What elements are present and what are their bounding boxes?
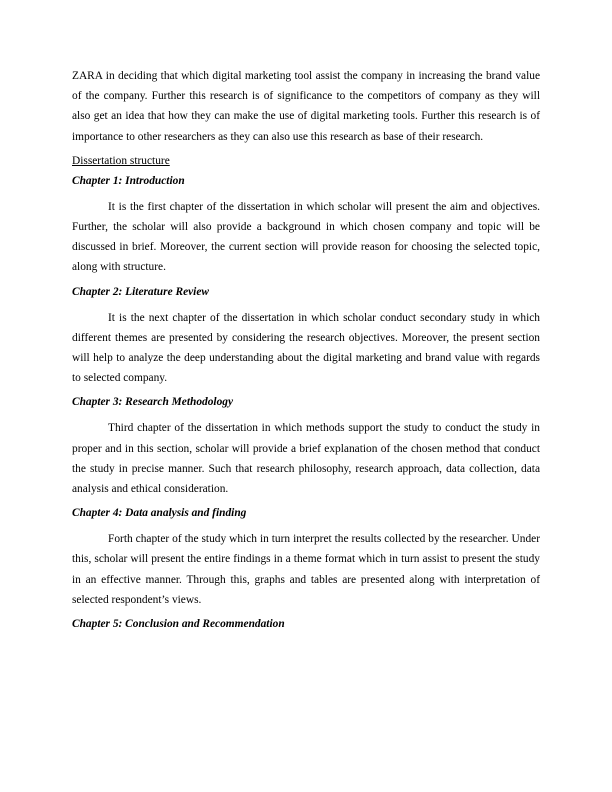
intro-paragraph: ZARA in deciding that which digital marketing tool assist the company in increasing the brand value of the company. Further this research is of significance to the competitors of company as they will also get an idea that how they can make the use of digital marketing tools. Further this research is of importance to other researchers as they can also use this research as base of their research. bbox=[72, 70, 540, 143]
chapter-3-body: Third chapter of the dissertation in which methods support the study to conduct the study in proper and in this section, scholar will provide a brief explanation of the chosen method that conduct the study in precise manner. Such that research philosophy, research approach, data collection, data analysis and ethical consideration. bbox=[72, 422, 540, 496]
chapter-1-body: It is the first chapter of the dissertation in which scholar will present the aim and objectives. Further, the scholar will also provide a background in which chosen company and topic will be discussed in brief. Moreover, the current section will provide reason for choosing the selected topic, along with structure. bbox=[72, 200, 540, 274]
document-page bbox=[72, 66, 540, 640]
chapter-5-title: Chapter 5: Conclusion and Recommendation bbox=[72, 618, 285, 631]
chapter-4-section bbox=[72, 505, 540, 610]
chapter-3-title: Chapter 3: Research Methodology bbox=[72, 396, 234, 409]
chapter-1-section bbox=[72, 173, 540, 278]
chapter-3-section bbox=[72, 394, 540, 499]
chapter-4-body: Forth chapter of the study which in turn interpret the results collected by the researcher. Under this, scholar will present the entire findings in a theme format which in turn assist to present the study in an effective manner. Through this, graphs and tables are presented along with interpretation of selected respondent’s views. bbox=[72, 533, 540, 606]
chapter-2-section bbox=[72, 284, 540, 389]
chapter-1-title: Chapter 1: Introduction bbox=[72, 174, 185, 187]
dissertation-structure-heading: Dissertation structure bbox=[72, 154, 170, 167]
chapter-4-title: Chapter 4: Data analysis and finding bbox=[72, 507, 247, 520]
chapter-2-title: Chapter 2: Literature Review bbox=[72, 285, 209, 298]
chapter-5-section bbox=[72, 616, 540, 632]
chapter-2-body: It is the next chapter of the dissertation in which scholar conduct secondary study in which different themes are presented by considering the research objectives. Moreover, the present section will help to analyze the deep understanding about the digital marketing and brand value with regards to selected company. bbox=[72, 311, 540, 385]
